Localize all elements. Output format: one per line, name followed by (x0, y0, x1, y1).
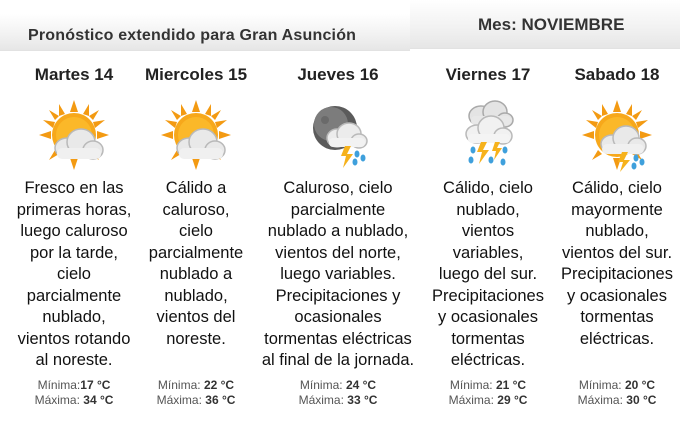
description-line: Precipitaciones (432, 286, 544, 305)
day-name: Miercoles 15 (144, 64, 248, 84)
description-line: vientos del (156, 308, 236, 326)
max-label: Máxima: (156, 393, 202, 407)
min-label: Mínima: (299, 378, 343, 392)
day-column-jueves (252, 52, 424, 372)
description-line: y ocasionales (438, 308, 538, 326)
description-line: variables, (452, 243, 524, 262)
description-line: luego variables. (280, 265, 396, 283)
max-temp: 36 °C (205, 393, 236, 407)
min-label: Mínima: (578, 378, 622, 392)
description-line: cielo (179, 222, 213, 240)
day-name: Martes 14 (34, 64, 114, 84)
month-label: Mes: NOVIEMBRE (478, 15, 625, 34)
description-line: tormentas (451, 329, 525, 348)
min-temp: 21 °C (495, 378, 527, 392)
max-temp: 34 °C (83, 393, 114, 407)
description-line: nublado a (159, 265, 233, 283)
description-line: Caluroso, cielo (283, 179, 393, 197)
description-line: luego caluroso (20, 222, 128, 240)
day-name: Jueves 16 (297, 64, 379, 84)
min-temp: 17 °C (80, 378, 111, 392)
day-description (140, 178, 252, 350)
day-description (0, 178, 148, 372)
description-line: tormentas eléctricas (264, 329, 412, 348)
sun-cloud-storm-icon (580, 98, 654, 172)
description-line: noreste. (166, 329, 226, 348)
description-line: eléctricas. (450, 351, 526, 369)
description-line: por la tarde, (29, 243, 119, 262)
description-line: nublado, (456, 200, 520, 219)
day-column-martes (0, 52, 148, 372)
temperature-block (422, 378, 554, 408)
max-label: Máxima: (448, 393, 494, 407)
description-line: al noreste. (35, 351, 113, 369)
day-name: Sabado 18 (574, 64, 660, 84)
description-line: Precipitaciones y (275, 286, 401, 305)
description-line: parcialmente (148, 243, 244, 262)
cloud-storm-rain-icon (451, 98, 525, 172)
day-description (422, 178, 554, 372)
max-temp: 33 °C (347, 393, 378, 407)
description-line: vientos del norte, (275, 243, 401, 262)
day-description (554, 178, 680, 350)
max-temp: 29 °C (497, 393, 528, 407)
temperature-block (0, 378, 148, 408)
description-line: nublado a nublado, (267, 222, 409, 240)
min-label: Mínima: (37, 378, 81, 392)
temperature-block (554, 378, 680, 408)
min-temp: 22 °C (203, 378, 235, 392)
description-line: nublado, (585, 222, 649, 240)
description-line: luego del sur. (438, 265, 538, 283)
day-column-viernes (422, 52, 554, 372)
min-temp: 24 °C (345, 378, 377, 392)
day-column-miercoles (140, 52, 252, 350)
description-line: Cálido, cielo (443, 179, 533, 197)
description-line: caluroso, (162, 200, 230, 219)
description-line: vientos del sur. (561, 243, 673, 262)
moon-cloud-storm-icon (301, 98, 375, 172)
description-line: Fresco en las (24, 179, 124, 197)
description-line: vientos (461, 222, 515, 240)
min-temp: 20 °C (624, 378, 656, 392)
max-label: Máxima: (577, 393, 623, 407)
description-line: mayormente (571, 200, 663, 219)
temperature-block (252, 378, 424, 408)
day-name: Viernes 17 (445, 64, 531, 84)
description-line: parcialmente (26, 286, 122, 305)
temperature-block (140, 378, 252, 408)
description-line: cielo (57, 265, 91, 283)
description-line: tormentas (580, 308, 654, 326)
description-line: ocasionales (294, 308, 382, 326)
description-line: vientos rotando (17, 329, 131, 348)
description-line: al final de la jornada. (261, 351, 415, 369)
description-line: parcialmente (290, 200, 386, 219)
day-column-sabado (554, 52, 680, 350)
description-line: eléctricas. (579, 329, 655, 348)
description-line: Cálido, cielo (572, 179, 662, 197)
max-temp: 30 °C (626, 393, 657, 407)
sun-cloud-icon (37, 98, 111, 172)
description-line: Cálido a (165, 179, 227, 197)
forecast-title: Pronóstico extendido para Gran Asunción (28, 27, 357, 44)
description-line: nublado, (42, 308, 106, 326)
description-line: primeras horas, (16, 200, 132, 219)
max-label: Máxima: (34, 393, 80, 407)
description-line: y ocasionales (567, 286, 667, 305)
min-label: Mínima: (157, 378, 201, 392)
max-label: Máxima: (298, 393, 344, 407)
description-line: nublado, (164, 286, 228, 305)
description-line: Precipitaciones (561, 265, 673, 283)
day-description (252, 178, 424, 372)
min-label: Mínima: (449, 378, 493, 392)
sun-cloud-icon (159, 98, 233, 172)
